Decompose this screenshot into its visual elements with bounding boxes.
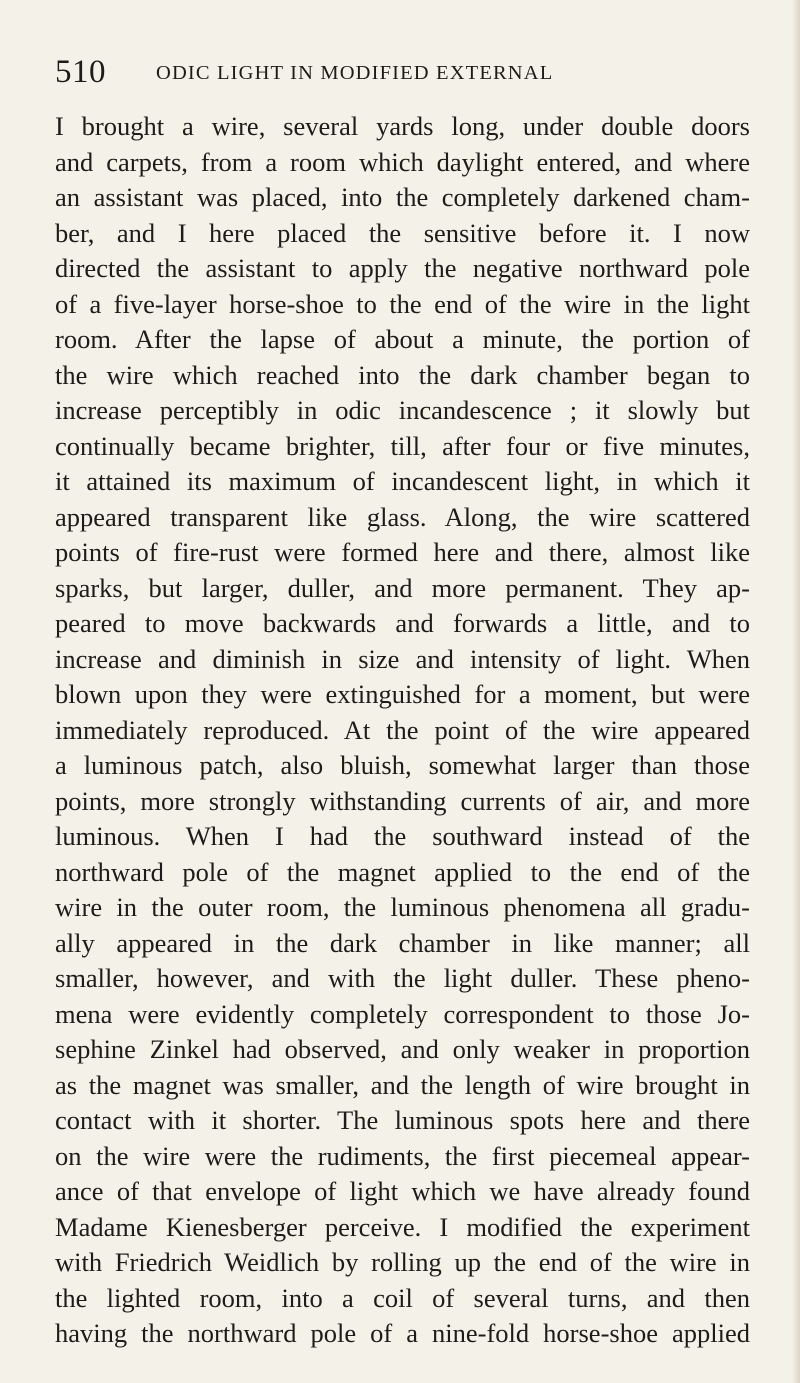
text-line: the wire which reached into the dark chamber began to <box>55 359 750 390</box>
text-line: points, more strongly withstanding currents of air, and more <box>55 785 750 816</box>
text-line: ance of that envelope of light which we have already found <box>55 1176 750 1206</box>
page-edge-shadow <box>792 0 800 1383</box>
text-line: appeared transparent like glass. Along, the wire scattered <box>55 501 750 532</box>
text-line: room. After the lapse of about a minute, the portion of <box>55 324 750 354</box>
text-line: increase and diminish in size and intensity of light. When <box>55 643 750 674</box>
text-line: luminous. When I had the southward instead of the <box>55 821 750 851</box>
text-line: a luminous patch, also bluish, somewhat larger than those <box>55 750 750 780</box>
text-line: points of fire-rust were formed here and there, almost like <box>55 537 750 567</box>
text-line: blown upon they were extinguished for a moment, but were <box>55 679 750 709</box>
text-line: as the magnet was smaller, and the length of wire brought in <box>55 1069 750 1100</box>
text-line: I brought a wire, several yards long, under double doors <box>55 111 750 141</box>
page-number: 510 <box>55 54 106 90</box>
text-line: on the wire were the rudiments, the first piecemeal appear- <box>55 1140 750 1171</box>
running-head: ODIC LIGHT IN MODIFIED EXTERNAL <box>156 62 554 84</box>
text-line: northward pole of the magnet applied to the end of the <box>55 856 750 887</box>
text-line: Madame Kienesberger perceive. I modified the experiment <box>55 1211 750 1242</box>
text-line: immediately reproduced. At the point of the wire appeared <box>55 714 750 745</box>
text-line: and carpets, from a room which daylight entered, and where <box>55 146 750 177</box>
text-line: sparks, but larger, duller, and more permanent. They ap- <box>55 572 750 603</box>
body-text <box>55 109 750 1352</box>
text-line: mena were evidently completely correspondent to those Jo- <box>55 998 750 1029</box>
text-line: wire in the outer room, the luminous phenomena all gradu- <box>55 892 750 922</box>
text-line: increase perceptibly in odic incandescence ; it slowly but <box>55 395 750 425</box>
text-line: sephine Zinkel had observed, and only weaker in proportion <box>55 1034 750 1064</box>
text-line: of a five-layer horse-shoe to the end of the wire in the light <box>55 288 750 319</box>
text-line: with Friedrich Weidlich by rolling up the end of the wire in <box>55 1247 750 1277</box>
text-line: contact with it shorter. The luminous spots here and there <box>55 1105 750 1135</box>
text-line: continually became brighter, till, after four or five minutes, <box>55 430 750 461</box>
text-line: the lighted room, into a coil of several turns, and then <box>55 1282 750 1313</box>
text-line: it attained its maximum of incandescent light, in which it <box>55 466 750 496</box>
text-line: peared to move backwards and forwards a little, and to <box>55 608 750 638</box>
text-line: smaller, however, and with the light duller. These pheno- <box>55 963 750 993</box>
text-line: ally appeared in the dark chamber in like manner; all <box>55 927 750 958</box>
text-line: an assistant was placed, into the completely darkened cham- <box>55 182 750 212</box>
text-line: directed the assistant to apply the negative northward pole <box>55 253 750 283</box>
text-line: having the northward pole of a nine-fold horse-shoe applied <box>55 1318 750 1348</box>
page-header <box>55 52 755 92</box>
text-line: ber, and I here placed the sensitive before it. I now <box>55 217 750 248</box>
